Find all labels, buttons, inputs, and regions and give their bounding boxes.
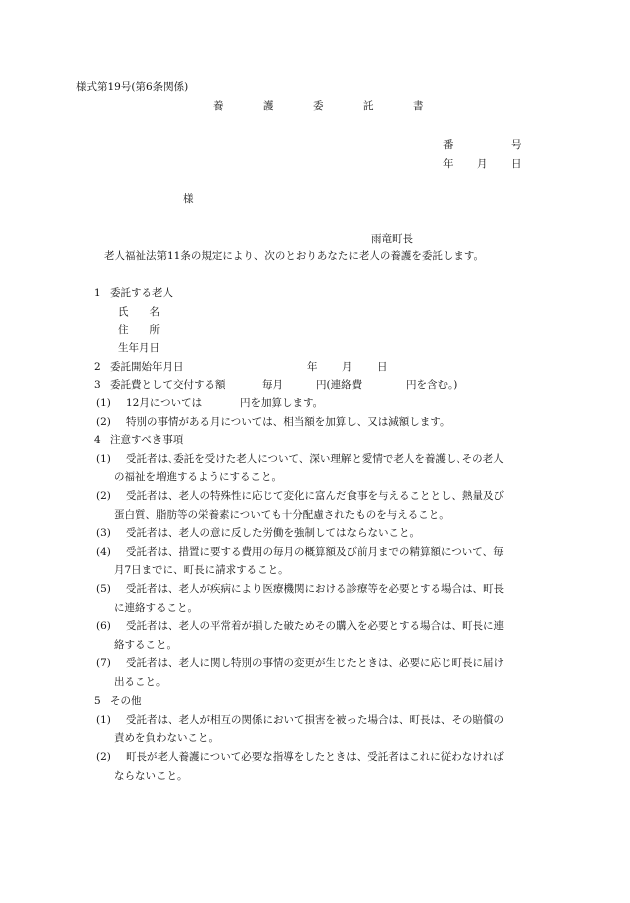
number-label: 番	[443, 139, 454, 151]
number-suffix: 号	[511, 139, 522, 151]
s4-item-7-line-1: 受託者は、老人に関し特別の事情の変更が生じたときは、必要に応じ町長に届け	[126, 657, 504, 669]
s4-item-4-line-2: 月7日までに、町長に請求すること。	[114, 564, 289, 576]
s4-item-5-number: (5)	[96, 583, 111, 595]
s3-item-1-text-b: 円を加算します。	[240, 397, 324, 409]
section-2-number: 2	[94, 361, 101, 373]
date-day: 日	[511, 158, 522, 170]
s4-item-5-line-1: 受託者は、老人が疾病により医療機関における診療等を必要とする場合は、町長	[126, 583, 504, 595]
s4-item-3-number: (3)	[96, 527, 111, 539]
s4-item-4-line-1: 受託者は、措置に要する費用の毎月の概算額及び前月までの精算額について、毎	[126, 546, 504, 558]
field-name: 氏 名	[118, 306, 160, 318]
s3-item-2-number: (2)	[96, 416, 111, 428]
title-char: 託	[363, 100, 374, 112]
s5-item-2-line-1: 町長が老人養護について必要な指導をしたときは、受託者はこれに従わなければ	[126, 751, 504, 763]
addressee-suffix: 様	[183, 193, 194, 205]
section-5-label: その他	[110, 695, 142, 707]
s3-item-2-text: 特別の事情がある月については、相当額を加算し、又は減額します。	[126, 416, 451, 428]
s4-item-1-line-1: 受託者は､委託を受けた老人について、深い理解と愛情で老人を養護し､その老人	[126, 453, 504, 465]
s2-day: 日	[377, 361, 388, 373]
document-title	[213, 101, 424, 112]
issuer-name: 雨竜町長	[371, 233, 413, 245]
s3-yen-incl: 円を含む。)	[406, 379, 458, 391]
title-char: 書	[413, 100, 424, 112]
section-5-number: 5	[94, 695, 101, 707]
s4-item-1-line-2: の福祉を増進するようにすること。	[114, 471, 282, 483]
section-3-label: 委託費として交付する額	[110, 379, 226, 391]
s4-item-1-number: (1)	[96, 453, 111, 465]
s4-item-2-line-2: 蛋白質、脂肪等の栄養素についても十分配慮されたものを与えること。	[114, 509, 450, 521]
section-4-label: 注意すべき事項	[110, 434, 184, 446]
s5-item-1-line-1: 受託者は、老人が相互の関係において損害を被った場合は、町長は、その賠償の	[126, 714, 504, 726]
field-address: 住 所	[118, 324, 160, 336]
title-char: 委	[313, 100, 324, 112]
section-1-number: 1	[94, 287, 101, 299]
section-3-number: 3	[94, 379, 101, 391]
title-char: 養	[213, 100, 224, 112]
s4-item-7-number: (7)	[96, 657, 111, 669]
date-month: 月	[477, 158, 488, 170]
s4-item-4-number: (4)	[96, 546, 111, 558]
s4-item-6-line-2: 絡すること。	[114, 639, 177, 651]
s4-item-2-number: (2)	[96, 490, 111, 502]
s3-item-1-text-a: 12月については	[126, 397, 203, 409]
intro-text: 老人福祉法第11条の規定により、次のとおりあなたに老人の養護を委託します。	[104, 250, 485, 262]
s5-item-1-line-2: 責めを負わないこと。	[114, 732, 219, 744]
s3-yen-paren: 円(連絡費	[316, 379, 363, 391]
section-2-label: 委託開始年月日	[110, 361, 184, 373]
s2-month: 月	[342, 361, 353, 373]
s4-item-2-line-1: 受託者は、老人の特殊性に応じて変化に富んだ食事を与えることとし、熱量及び	[126, 490, 504, 502]
s4-item-5-line-2: に連絡すること。	[114, 602, 198, 614]
s5-item-2-line-2: ならないこと。	[114, 770, 188, 782]
date-year: 年	[443, 158, 454, 170]
title-char: 護	[263, 100, 274, 112]
s3-monthly: 毎月	[262, 379, 283, 391]
s4-item-6-number: (6)	[96, 620, 111, 632]
s4-item-6-line-1: 受託者は、老人の平常着が損した破ためその購入を必要とする場合は、町長に連	[126, 620, 504, 632]
section-1-label: 委託する老人	[110, 287, 173, 299]
s2-year: 年	[307, 361, 318, 373]
s5-item-2-number: (2)	[96, 751, 111, 763]
field-birthdate: 生年月日	[118, 342, 160, 354]
s4-item-3-line-1: 受託者は、老人の意に反した労働を強制してはならないこと。	[126, 527, 420, 539]
s5-item-1-number: (1)	[96, 714, 111, 726]
s3-item-1-number: (1)	[96, 397, 111, 409]
s4-item-7-line-2: 出ること。	[114, 676, 167, 688]
form-number: 様式第19号(第6条関係)	[76, 81, 189, 93]
section-4-number: 4	[94, 434, 101, 446]
